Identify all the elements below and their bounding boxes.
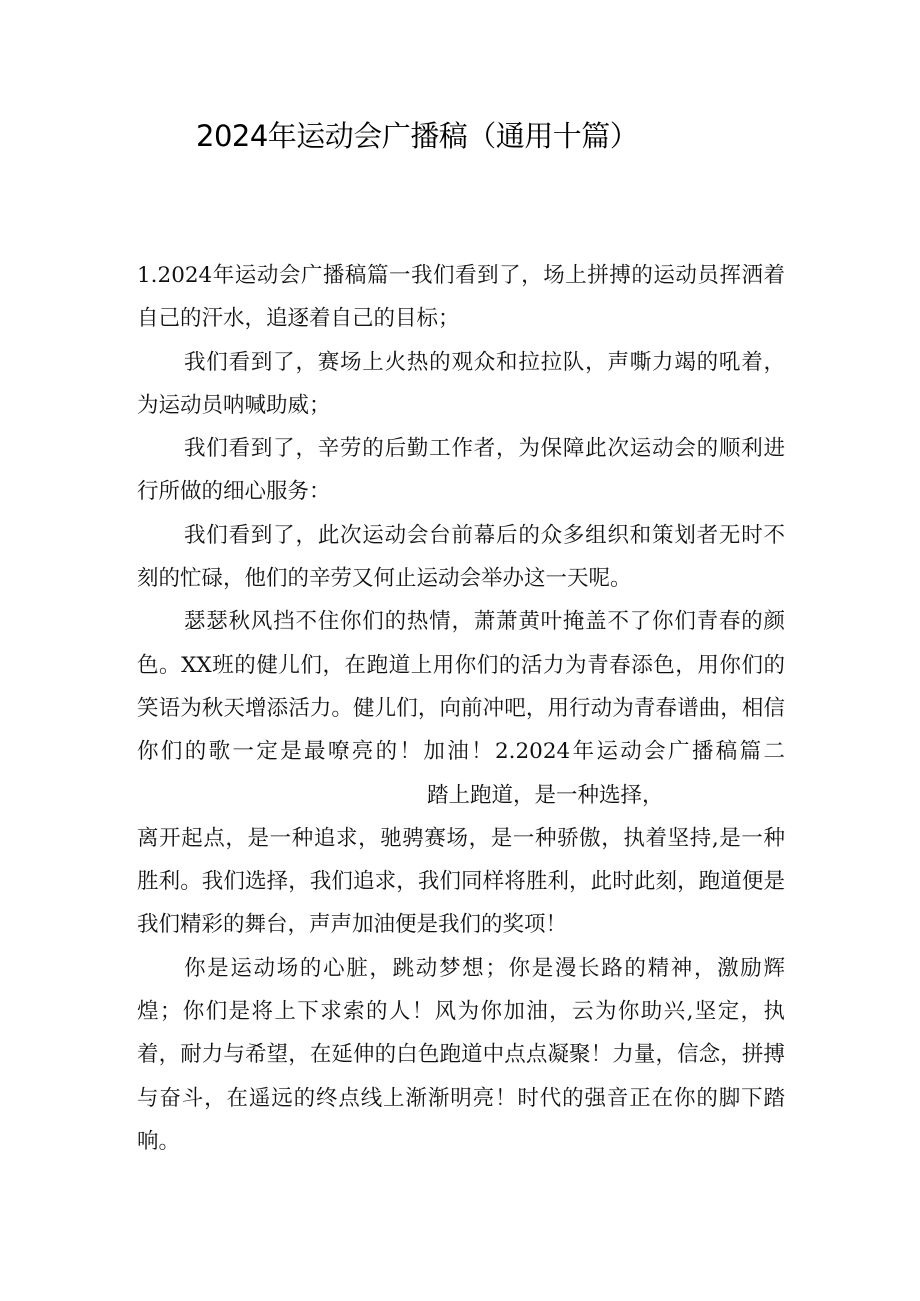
paragraph-5-text: 瑟瑟秋风挡不住你们的热情，萧萧黄叶掩盖不了你们青春的颜色。XX班的健儿们，在跑道上用你们的活力为青春添色，用你们的笑语为秋天增添活力。健儿们，向前冲吧，用行动为青春谱曲，相信你们的歌一定是最嘹亮的！加油！2.2024年运动会广播稿篇二 (137, 609, 785, 765)
paragraph-4: 我们看到了，此次运动会台前幕后的众多组织和策划者无时不刻的忙碌，他们的辛劳又何止运动会举办这一天呢。 (137, 522, 785, 592)
paragraph-3: 我们看到了，辛劳的后勤工作者，为保障此次运动会的顺利进行所做的细心服务： (137, 436, 785, 505)
document-title: 2024年运动会广播稿（通用十篇） (196, 119, 639, 153)
paragraph-5 (137, 600, 785, 816)
paragraph-1: 1.2024年运动会广播稿篇一我们看到了，场上拼搏的运动员挥洒着自己的汗水，追逐着自己的目标； (137, 263, 785, 332)
document-body (137, 254, 785, 1163)
paragraph-7: 你是运动场的心脏，跳动梦想；你是漫长路的精神，激励辉煌；你们是将上下求索的人！风为你加油，云为你助兴,坚定，执着，耐力与希望，在延伸的白色跑道中点点凝聚！力量，信念，拼搏与奋斗，在遥远的终点线上渐渐明亮！时代的强音正在你的脚下踏响。 (137, 955, 785, 1154)
paragraph-2: 我们看到了，赛场上火热的观众和拉拉队，声嘶力竭的吼着，为运动员呐喊助威； (137, 349, 785, 418)
paragraph-6: 离开起点，是一种追求，驰骋赛场，是一种骄傲，执着坚持,是一种胜利。我们选择，我们追求，我们同样将胜利，此时此刻，跑道便是我们精彩的舞台，声声加油便是我们的奖项！ (137, 825, 785, 938)
paragraph-5-tail: 踏上跑道，是一种选择， (427, 782, 664, 808)
